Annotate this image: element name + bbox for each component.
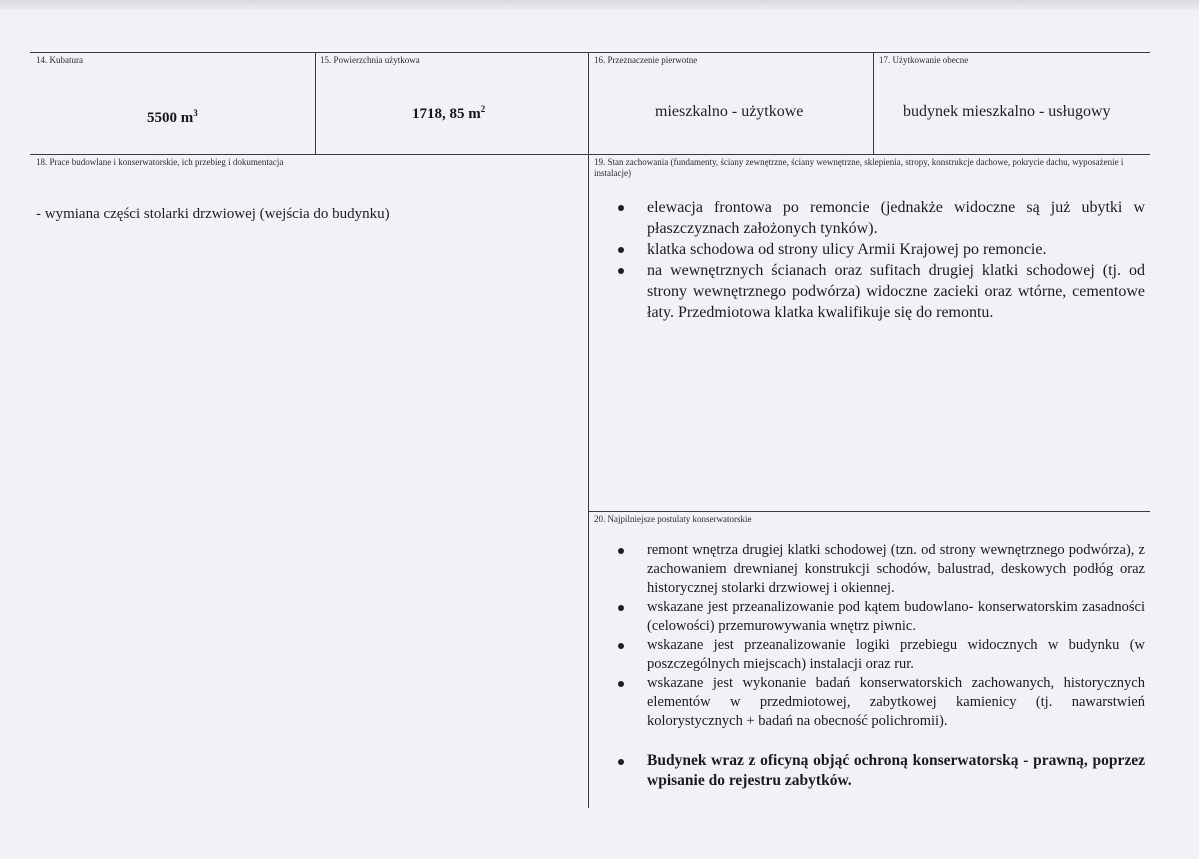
- field-label-postulaty: 20. Najpilniejsze postulaty konserwatorskie: [594, 514, 752, 524]
- list-item: na wewnętrznych ścianach oraz sufitach drugiej klatki schodowej (tj. od strony wewnętrznego podwórza) widoczne zacieki oraz wtórne, cementowe łaty. Przedmiotowa klatka kwalifikuje się do remontu.: [590, 260, 1145, 323]
- bullet-icon: [618, 681, 624, 687]
- list-item: elewacja frontowa po remoncie (jednakże widoczne są już ubytki w płaszczyznach założonych tynków).: [590, 197, 1145, 239]
- list-item: remont wnętrza drugiej klatki schodowej (tzn. od strony wewnętrznego podwórza), z zachowaniem drewnianej konstrukcji schodów, balustrad, deskowych podłóg oraz historycznej stolarki drzwiowej i okiennej.: [590, 541, 1145, 598]
- field-label-przeznaczenie: 16. Przeznaczenie pierwotne: [594, 55, 698, 65]
- bullet-icon: [618, 548, 624, 554]
- scan-top-edge: [0, 0, 1199, 10]
- bullet-icon: [618, 247, 624, 253]
- row-divider-right: [588, 511, 1150, 512]
- postulates-list: [590, 541, 1145, 791]
- bullet-icon: [618, 268, 624, 274]
- field-label-prace: 18. Prace budowlane i konserwatorskie, ich przebieg i dokumentacja: [36, 157, 284, 167]
- list-item-protection: Budynek wraz z oficyną objąć ochroną konserwatorską - prawną, poprzez wpisanie do rejestru zabytków.: [590, 751, 1145, 791]
- list-item: wskazane jest przeanalizowanie pod kątem budowlano- konserwatorskim zasadności (celowości) przemurowywania wnętrz piwnic.: [590, 598, 1145, 636]
- column-divider: [588, 52, 589, 808]
- field-label-stan-zachowania: 19. Stan zachowania (fundamenty, ściany zewnętrzne, ściany wewnętrzne, sklepienia, stropy, konstrukcje dachowe, pokrycie dachu, wyposażenie i instalacje): [594, 157, 1124, 178]
- field-label-uzytkowanie: 17. Użytkowanie obecne: [879, 55, 969, 65]
- bullet-icon: [618, 759, 624, 765]
- field-value-przeznaczenie: mieszkalno - użytkowe: [655, 103, 804, 120]
- field-label-powierzchnia: 15. Powierzchnia użytkowa: [320, 55, 420, 65]
- bullet-icon: [618, 643, 624, 649]
- field-label-kubatura: 14. Kubatura: [36, 55, 83, 65]
- bullet-icon: [618, 605, 624, 611]
- column-divider: [315, 52, 316, 154]
- field-value-prace: - wymiana części stolarki drzwiowej (wejścia do budynku): [36, 206, 390, 222]
- bullet-icon: [618, 205, 624, 211]
- list-item: wskazane jest wykonanie badań konserwatorskich zachowanych, historycznych elementów w przedmiotowej, zabytkowej kamienicy (tj. nawarstwień kolorystycznych + badań na obecność polichromii).: [590, 674, 1145, 731]
- column-divider: [873, 52, 874, 154]
- table-top-border: [30, 52, 1150, 53]
- field-value-powierzchnia: 1718, 85 $m^2$: [412, 104, 486, 122]
- row-divider: [30, 154, 1150, 155]
- list-item: wskazane jest przeanalizowanie logiki przebiegu widocznych w budynku (w poszczególnych miejscach) instalacji oraz rur.: [590, 636, 1145, 674]
- list-item: klatka schodowa od strony ulicy Armii Krajowej po remoncie.: [590, 239, 1145, 260]
- field-value-kubatura: 5500 $m^3$: [147, 108, 198, 126]
- condition-list: [590, 197, 1145, 323]
- field-value-uzytkowanie: budynek mieszkalno - usługowy: [903, 103, 1111, 120]
